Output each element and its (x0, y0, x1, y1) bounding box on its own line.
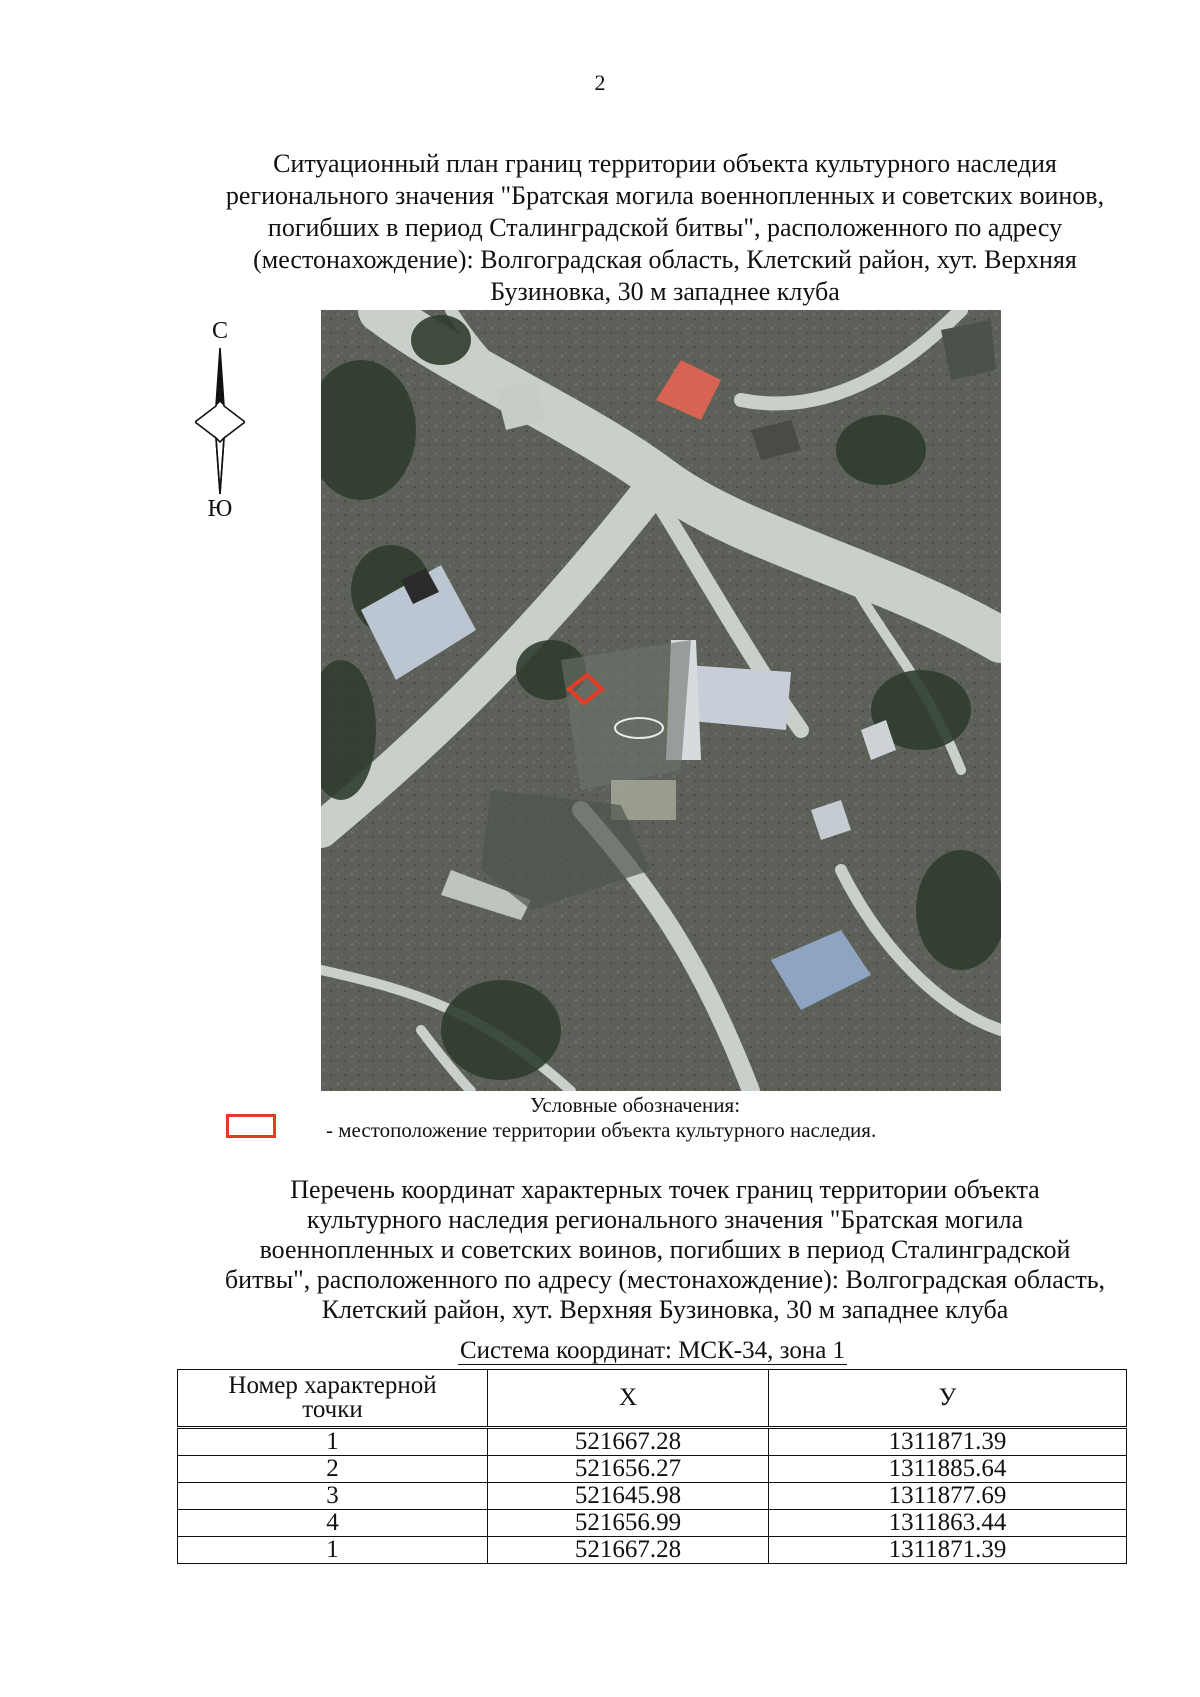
x-cell: 521656.99 (488, 1510, 769, 1537)
table-row (178, 1428, 1127, 1456)
title-line: (местонахождение): Волгоградская область, Клетский район, хут. Верхняя (253, 245, 1077, 274)
x-cell: 521645.98 (488, 1483, 769, 1510)
header-y: У (769, 1370, 1127, 1428)
satellite-map (321, 310, 1001, 1091)
boundary-legend-swatch (226, 1114, 276, 1138)
point-number-cell: 1 (178, 1428, 488, 1456)
title-line: Бузиновка, 30 м западнее клуба (490, 277, 840, 306)
table-row (178, 1483, 1127, 1510)
y-cell: 1311885.64 (769, 1456, 1127, 1483)
table-row (178, 1456, 1127, 1483)
title-line: погибших в период Сталинградской битвы", расположенного по адресу (267, 213, 1063, 242)
coordinates-list-title (175, 1175, 1155, 1325)
coordinate-system-text: Система координат: МСК-34, зона 1 (459, 1337, 846, 1364)
legend-item-text: - местоположение территории объекта культурного наследия. (326, 1118, 877, 1142)
table-row (178, 1537, 1127, 1564)
title-line: военнопленных и советских воинов, погибших в период Сталинградской (259, 1235, 1071, 1264)
table-header-row (178, 1370, 1127, 1428)
title-line: Ситуационный план границ территории объекта культурного наследия (273, 149, 1057, 178)
point-number-cell: 2 (178, 1456, 488, 1483)
table-row (178, 1510, 1127, 1537)
title-line: регионального значения "Братская могила военнопленных и советских воинов, (225, 181, 1105, 210)
south-label: Ю (207, 496, 233, 522)
x-cell: 521667.28 (488, 1537, 769, 1564)
point-number-cell: 4 (178, 1510, 488, 1537)
y-cell: 1311871.39 (769, 1428, 1127, 1456)
point-number-cell: 1 (178, 1537, 488, 1564)
title-line: битвы", расположенного по адресу (местонахождение): Волгоградская область, (224, 1265, 1106, 1294)
situation-plan-title (175, 148, 1155, 308)
x-cell: 521667.28 (488, 1428, 769, 1456)
y-cell: 1311877.69 (769, 1483, 1127, 1510)
title-line: Клетский район, хут. Верхняя Бузиновка, 30 м западнее клуба (321, 1295, 1009, 1324)
point-number-cell: 3 (178, 1483, 488, 1510)
north-arrow (195, 318, 255, 528)
legend-title: Условные обозначения: (530, 1093, 741, 1117)
y-cell: 1311863.44 (769, 1510, 1127, 1537)
title-line: культурного наследия регионального значения "Братская могила (306, 1205, 1024, 1234)
title-line: Перечень координат характерных точек границ территории объекта (290, 1175, 1040, 1204)
coordinate-system-caption (0, 1337, 1200, 1365)
compass-star-icon (195, 346, 245, 496)
north-label: С (211, 318, 228, 344)
x-cell: 521656.27 (488, 1456, 769, 1483)
coordinates-table (177, 1369, 1127, 1564)
y-cell: 1311871.39 (769, 1537, 1127, 1564)
page-number: 2 (594, 70, 606, 95)
header-x: X (488, 1370, 769, 1428)
header-point-number: Номер характерной точки (178, 1370, 488, 1428)
